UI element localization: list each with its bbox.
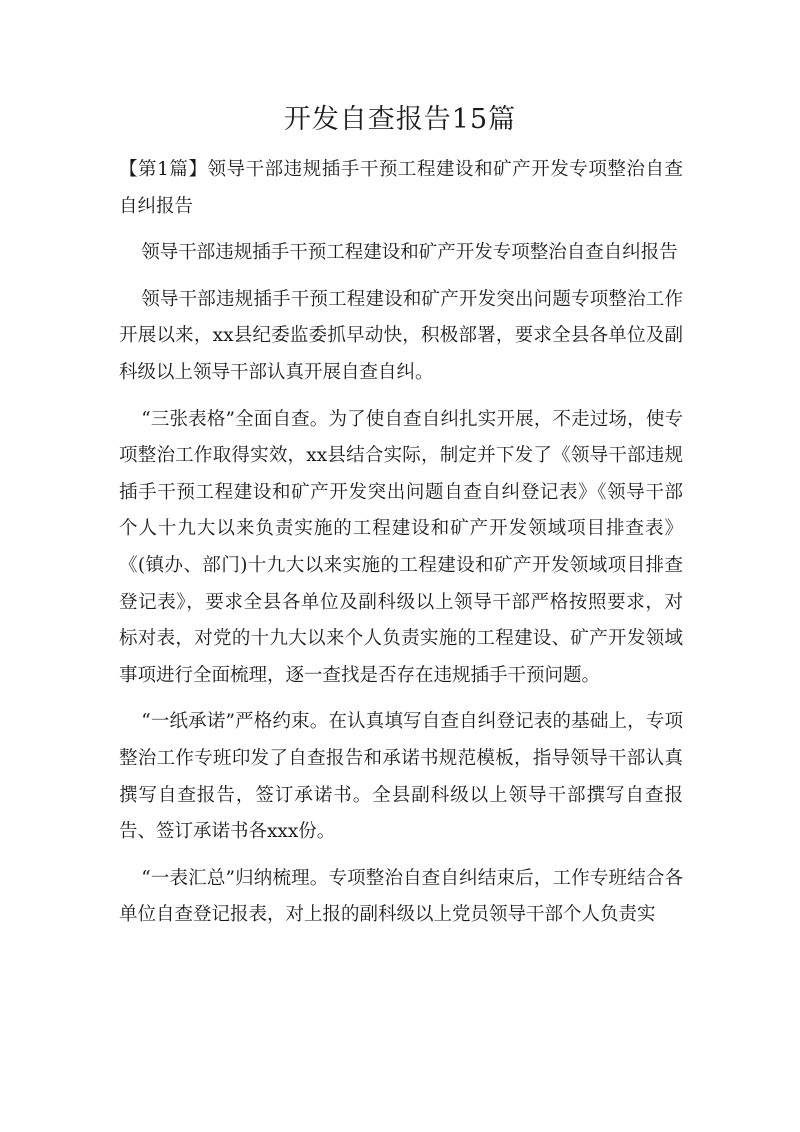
- paragraph: 领导干部违规插手干预工程建设和矿产开发突出问题专项整治工作开展以来，xx县纪委监委抓早动快，积极部署，要求全县各单位及副科级以上领导干部认真开展自查自纠。: [119, 288, 683, 383]
- document-body: [119, 152, 683, 944]
- paragraph: 领导干部违规插手干预工程建设和矿产开发专项整治自查自纠报告: [141, 242, 678, 264]
- paragraph-heading: 【第1篇】领导干部违规插手干预工程建设和矿产开发专项整治自查自纠报告: [119, 159, 683, 217]
- paragraph: “一表汇总”归纳梳理。专项整治自查自纠结束后，工作专班结合各单位自查登记报表，对上报的副科级以上党员领导干部个人负责实: [119, 867, 683, 926]
- paragraph: “一纸承诺”严格约束。在认真填写自查自纠登记表的基础上，专项整治工作专班印发了自查报告和承诺书规范模板，指导领导干部认真撰写自查报告，签订承诺书。全县副科级以上领导干部撰写自查报告、签订承诺书各xxx份。: [119, 711, 683, 843]
- document-title: 开发自查报告15篇: [283, 104, 517, 135]
- paragraph: “三张表格”全面自查。为了使自查自纠扎实开展，不走过场，使专项整治工作取得实效，xx县结合实际，制定并下发了《领导干部违规插手干预工程建设和矿产开发突出问题自查自纠登记表》《领导干部个人十九大以来负责实施的工程建设和矿产开发领域项目排查表》《(镇办、部门)十九大以来实施的工程建设和矿产开发领域项目排查登记表》，要求全县各单位及副科级以上领导干部严格按照要求，对标对表，对党的十九大以来个人负责实施的工程建设、矿产开发领域事项进行全面梳理，逐一查找是否存在违规插手干预问题。: [119, 408, 683, 686]
